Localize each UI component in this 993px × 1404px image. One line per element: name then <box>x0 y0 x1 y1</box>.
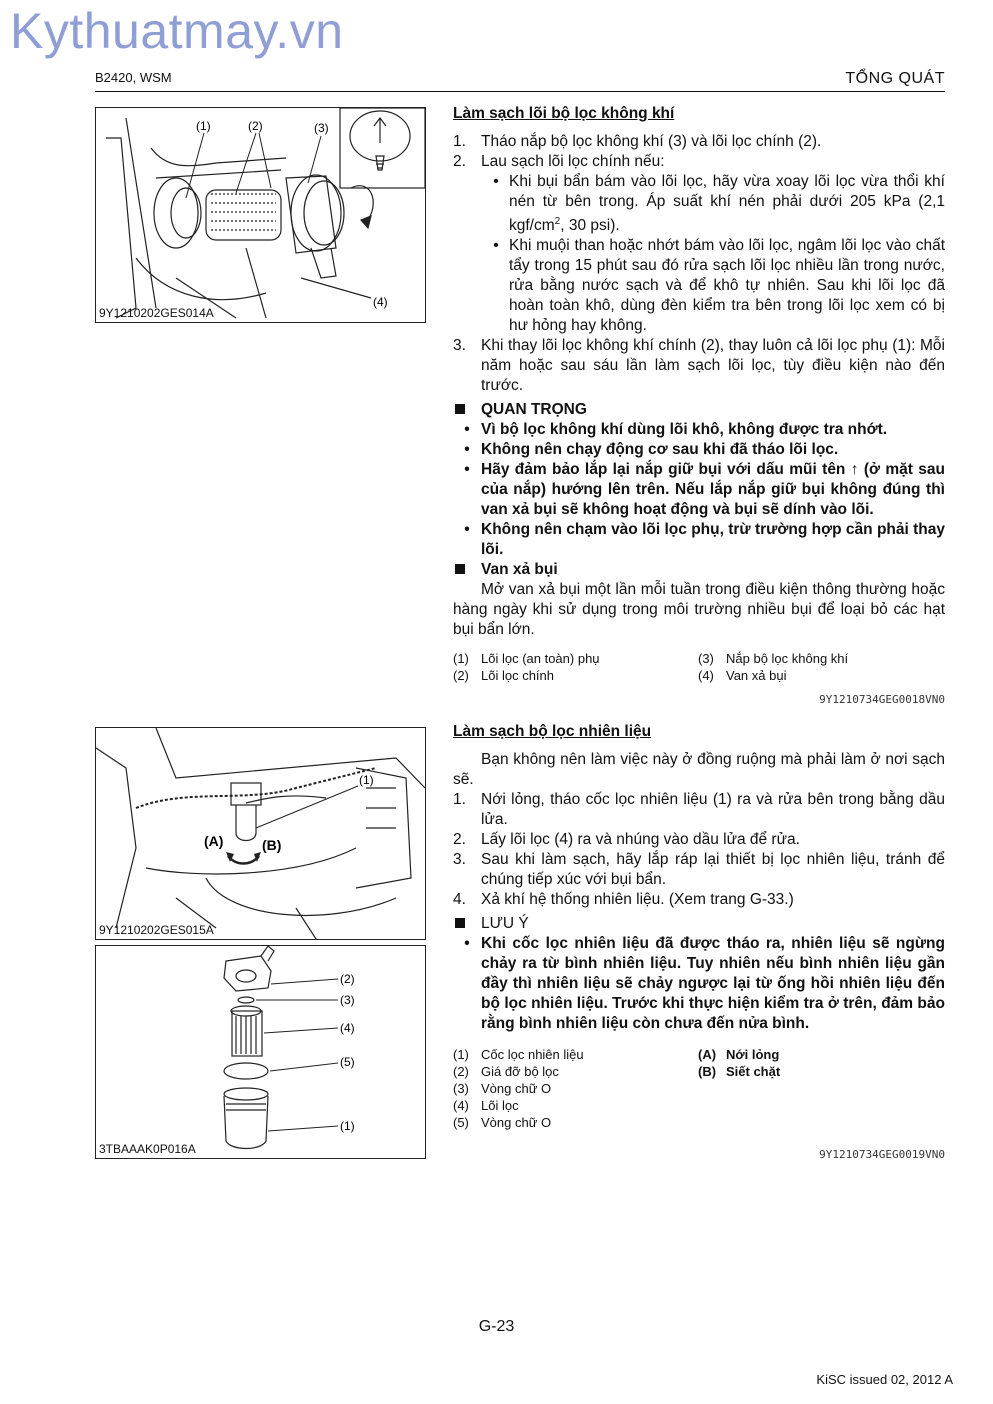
section-fuel-filter <box>453 722 945 1165</box>
section1-step-2: 2. Lau sạch lõi lọc chính nếu: <box>453 153 665 170</box>
legend-item: (1) Lõi lọc (an toàn) phụ <box>453 651 600 667</box>
fig1-label-1: (1) <box>196 119 211 133</box>
fig1-label-2: (2) <box>248 119 263 133</box>
section2-title: Làm sạch bộ lọc nhiên liệu <box>453 723 652 740</box>
fig1-label-4: (4) <box>373 295 388 309</box>
legend-item: (3) Nắp bộ lọc không khí <box>698 651 849 667</box>
section2-step-1: 1. Nới lỏng, tháo cốc lọc nhiên liệu (1) ra và rửa bên trong bằng dầu lửa. <box>453 791 945 828</box>
section2-step-4: 4. Xả khí hệ thống nhiên liệu. (Xem trang G-33.) <box>453 891 794 908</box>
section1-legend <box>453 650 945 684</box>
legend-item: (4) Van xả bụi <box>698 668 787 684</box>
section2-intro: Bạn không nên làm việc này ở đồng ruộng mà phải làm ở nơi sạch sẽ. <box>453 751 945 788</box>
fuel-filter-parts-illustration <box>96 946 425 1158</box>
legend-item: (1) Cốc lọc nhiên liệu <box>453 1047 584 1062</box>
fuel-filter-location-illustration <box>96 728 425 939</box>
section2-step-2: 2. Lấy lõi lọc (4) ra và nhúng vào dầu lửa để rửa. <box>453 831 800 848</box>
valve-heading: Van xả bụi <box>453 560 945 580</box>
page-number: G-23 <box>478 1318 515 1335</box>
header-rule <box>95 91 945 92</box>
section1-step-1: 1. Tháo nắp bộ lọc không khí (3) và lõi lọc chính (2). <box>453 133 822 150</box>
watermark: Kythuatmay.vn <box>10 3 344 59</box>
air-cleaner-illustration <box>96 108 425 322</box>
issue-info: KiSC issued 02, 2012 A <box>816 1372 953 1387</box>
fig3-label-5: (5) <box>340 1055 355 1069</box>
legend-item: (2) Lõi lọc chính <box>453 668 554 684</box>
section1-bullet-1: • Khi bụi bẩn bám vào lõi lọc, hãy vừa xoay lõi lọc vừa thổi khí nén từ bên trong. Áp suất khí nén phải dưới 205 kPa (2,1 kgf/$cm^2$, 30 psi). <box>493 173 945 235</box>
fig2-label-1: (1) <box>359 773 374 787</box>
section2-step-3: 3. Sau khi làm sạch, hãy lắp ráp lại thiết bị lọc nhiên liệu, tránh để chúng tiếp xúc với bụi bẩn. <box>453 851 945 888</box>
important-item-1: • Vì bộ lọc không khí dùng lõi khô, không được tra nhớt. <box>464 421 888 439</box>
section1-step-3: 3. Khi thay lõi lọc không khí chính (2), thay luôn cả lõi lọc phụ (1): Mỗi năm hoặc sau sáu lần làm sạch lõi lọc, tùy điều kiện nào đến trước. <box>453 337 945 395</box>
legend-item: (B) Siết chặt <box>698 1064 781 1079</box>
fig3-label-2: (2) <box>340 972 355 986</box>
valve-text: Mở van xả bụi một lần mỗi tuần trong điều kiện thông thường hoặc hàng ngày khi sử dụng trong môi trường nhiều bụi để loại bỏ các hạt bụi bẩn lớn. <box>453 581 945 639</box>
figure-air-cleaner <box>95 107 426 323</box>
fig3-code: 3TBAAAK0P016A <box>99 1142 196 1156</box>
section2-code: 9Y1210734GEG0019VN0 <box>819 1148 945 1161</box>
legend-item: (2) Giá đỡ bộ lọc <box>453 1064 559 1079</box>
fig2-label-a: (A) <box>204 833 224 849</box>
header-model: B2420, WSM <box>95 70 172 85</box>
section1-code: 9Y1210734GEG0018VN0 <box>819 693 945 707</box>
figure-fuel-filter-parts <box>95 945 426 1159</box>
important-item-4: • Không nên chạm vào lõi lọc phụ, trừ trường hợp cần phải thay lõi. <box>464 521 945 559</box>
section2-legend <box>453 1046 945 1131</box>
fig2-label-b: (B) <box>262 837 282 853</box>
legend-item: (4) Lõi lọc <box>453 1098 519 1113</box>
legend-item: (3) Vòng chữ O <box>453 1081 552 1096</box>
important-heading: QUAN TRỌNG <box>453 400 945 420</box>
fig1-label-3: (3) <box>314 121 329 135</box>
figure-fuel-filter-location <box>95 727 426 940</box>
header-section: TỔNG QUÁT <box>845 70 945 87</box>
fig1-code: 9Y1210202GES014A <box>99 306 214 320</box>
important-item-3: • Hãy đảm bảo lắp lại nắp giữ bụi với dấu mũi tên ↑ (ở mặt sau của nắp) hướng lên trên. Nếu lắp nắp giữ bụi không đúng thì van xả bụi sẽ không hoạt động và bụi sẽ dính vào lõi. <box>464 461 945 519</box>
section1-title: Làm sạch lõi bộ lọc không khí <box>453 105 675 122</box>
important-item-2: • Không nên chạy động cơ sau khi đã tháo lõi lọc. <box>464 441 839 459</box>
note-item: • Khi cốc lọc nhiên liệu đã được tháo ra, nhiên liệu sẽ ngừng chảy ra từ bình nhiên liệu. Tuy nhiên nếu bình nhiên liệu gần đầy thì nhiên liệu sẽ chảy ngược lại từ ống hồi nhiên liệu đến bộ lọc nhiên liệu. Trước khi thực hiện kiểm tra ở trên, đảm bảo rằng bình nhiên liệu còn chưa đến nửa bình. <box>464 935 945 1032</box>
section1-bullet-2: • Khi muội than hoặc nhớt bám vào lõi lọc, ngâm lõi lọc vào chất tẩy trong 15 phút sau đó rửa sạch lõi lọc nhiều lần trong nước, rửa bằng nước sạch và để khô tự nhiên. Sau khi lõi lọc đã hoàn toàn khô, dùng đèn kiểm tra bên trong lõi lọc xem có bị hư hỏng hay không. <box>493 237 945 335</box>
fig3-label-1: (1) <box>340 1119 355 1133</box>
fig3-label-4: (4) <box>340 1021 355 1035</box>
fig2-code: 9Y1210202GES015A <box>99 923 214 937</box>
legend-item: (A) Nới lỏng <box>698 1047 780 1062</box>
section-air-cleaner <box>453 104 945 710</box>
note-heading: LƯU Ý <box>453 914 945 934</box>
legend-item: (5) Vòng chữ O <box>453 1115 552 1130</box>
fig3-label-3: (3) <box>340 993 355 1007</box>
